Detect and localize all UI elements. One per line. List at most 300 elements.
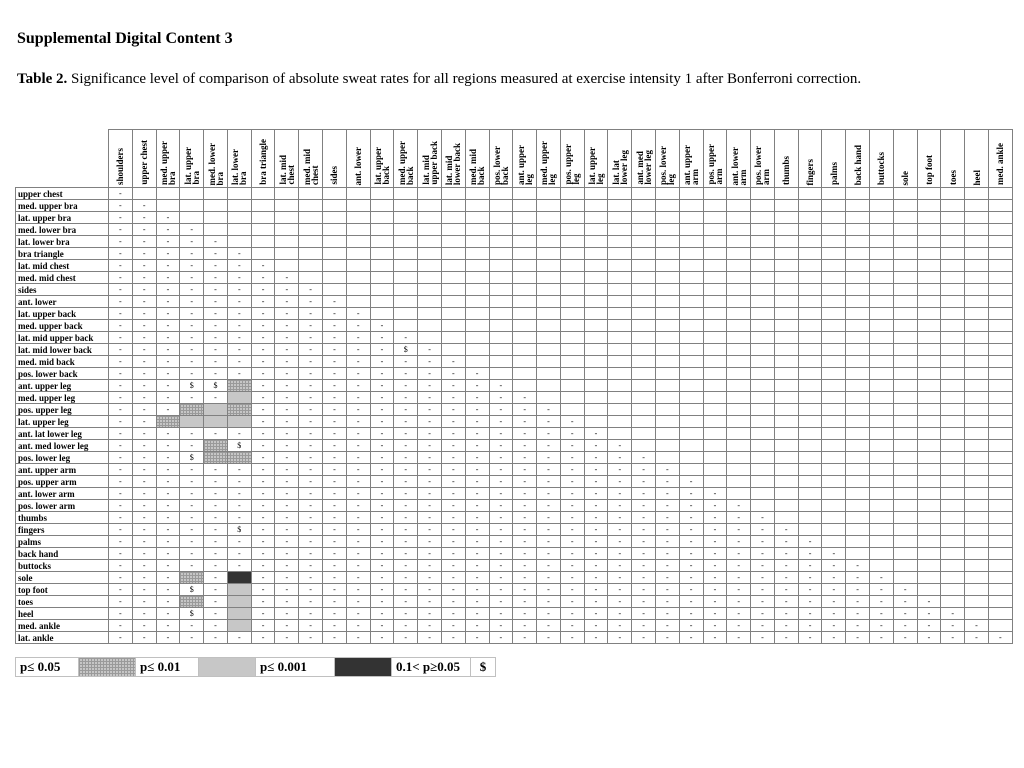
empty-cell — [988, 320, 1012, 332]
empty-cell — [917, 212, 941, 224]
ns-cell: - — [655, 500, 679, 512]
ns-cell: - — [109, 368, 133, 380]
ns-cell: - — [109, 440, 133, 452]
ns-cell: - — [299, 560, 323, 572]
empty-cell — [965, 440, 989, 452]
empty-cell — [394, 320, 418, 332]
ns-cell: - — [941, 632, 965, 644]
ns-cell: - — [560, 428, 584, 440]
ns-cell: - — [180, 344, 204, 356]
ns-cell: - — [180, 224, 204, 236]
ns-cell: - — [204, 320, 228, 332]
empty-cell — [655, 320, 679, 332]
column-header-label: pos. upper leg — [563, 144, 582, 185]
empty-cell — [798, 356, 822, 368]
empty-cell — [917, 524, 941, 536]
row-header: toes — [16, 596, 109, 608]
ns-cell: - — [323, 452, 347, 464]
ns-cell: - — [156, 284, 180, 296]
ns-cell: - — [727, 500, 751, 512]
ns-cell: - — [132, 464, 156, 476]
ns-cell: - — [370, 440, 394, 452]
ns-cell: - — [560, 584, 584, 596]
ns-cell: - — [679, 584, 703, 596]
ns-cell: - — [798, 608, 822, 620]
ns-cell: - — [180, 332, 204, 344]
ns-cell: - — [560, 632, 584, 644]
empty-cell — [537, 284, 561, 296]
ns-cell: - — [774, 596, 798, 608]
table-caption — [17, 71, 1017, 88]
empty-cell — [560, 188, 584, 200]
row-header: pos. lower arm — [16, 500, 109, 512]
column-header-label: toes — [947, 170, 958, 185]
empty-cell — [346, 188, 370, 200]
row-header: lat. upper leg — [16, 416, 109, 428]
ns-cell: - — [537, 548, 561, 560]
row-header: heel — [16, 608, 109, 620]
empty-cell — [418, 248, 442, 260]
ns-cell: - — [109, 392, 133, 404]
empty-cell — [323, 200, 347, 212]
ns-cell: - — [275, 512, 299, 524]
legend-p001-label: p≤ 0.01 — [136, 658, 199, 677]
empty-cell — [394, 200, 418, 212]
ns-cell: - — [156, 440, 180, 452]
ns-cell: - — [584, 476, 608, 488]
empty-cell — [988, 356, 1012, 368]
ns-cell: - — [132, 332, 156, 344]
ns-cell: - — [323, 368, 347, 380]
empty-cell — [798, 320, 822, 332]
ns-cell: - — [465, 428, 489, 440]
ns-cell: - — [299, 596, 323, 608]
ns-cell: - — [156, 620, 180, 632]
ns-cell: - — [751, 512, 775, 524]
empty-cell — [727, 416, 751, 428]
empty-cell — [917, 380, 941, 392]
ns-cell: - — [346, 380, 370, 392]
ns-cell: - — [204, 284, 228, 296]
ns-cell: - — [679, 500, 703, 512]
empty-cell — [323, 260, 347, 272]
row-header: top foot — [16, 584, 109, 596]
empty-cell — [299, 200, 323, 212]
ns-cell: - — [394, 332, 418, 344]
ns-cell: - — [346, 308, 370, 320]
ns-cell: - — [251, 332, 275, 344]
ns-cell: - — [965, 620, 989, 632]
ns-cell: - — [655, 572, 679, 584]
empty-cell — [941, 476, 965, 488]
ns-cell: - — [751, 572, 775, 584]
ns-cell: - — [560, 572, 584, 584]
ns-cell: - — [513, 536, 537, 548]
ns-cell: - — [441, 428, 465, 440]
ns-cell: - — [394, 500, 418, 512]
empty-cell — [751, 284, 775, 296]
ns-cell: - — [798, 572, 822, 584]
empty-cell — [346, 248, 370, 260]
empty-cell — [703, 272, 727, 284]
ns-cell: - — [251, 584, 275, 596]
ns-cell: - — [299, 440, 323, 452]
empty-cell — [584, 356, 608, 368]
empty-cell — [846, 416, 870, 428]
ns-cell: - — [227, 344, 251, 356]
empty-cell — [632, 344, 656, 356]
empty-cell — [418, 320, 442, 332]
ns-cell: - — [418, 500, 442, 512]
ns-cell: - — [441, 548, 465, 560]
ns-cell: - — [370, 584, 394, 596]
ns-cell: - — [727, 560, 751, 572]
empty-cell — [204, 188, 228, 200]
ns-cell: - — [465, 548, 489, 560]
empty-cell — [965, 380, 989, 392]
column-header-label: pos. lower back — [491, 146, 510, 185]
empty-cell — [917, 560, 941, 572]
empty-cell — [370, 296, 394, 308]
empty-cell — [227, 188, 251, 200]
table-row — [16, 500, 1013, 512]
empty-cell — [537, 296, 561, 308]
ns-cell: - — [893, 596, 917, 608]
ns-cell: - — [132, 500, 156, 512]
ns-cell: - — [798, 584, 822, 596]
ns-cell: - — [370, 608, 394, 620]
row-header: lat. upper bra — [16, 212, 109, 224]
ns-cell: - — [703, 632, 727, 644]
ns-cell: - — [156, 548, 180, 560]
empty-cell — [584, 260, 608, 272]
ns-cell: - — [370, 332, 394, 344]
ns-cell: - — [513, 512, 537, 524]
empty-cell — [917, 440, 941, 452]
ns-cell: - — [418, 512, 442, 524]
column-header — [537, 130, 561, 188]
ns-cell: - — [156, 356, 180, 368]
ns-cell: - — [679, 524, 703, 536]
empty-cell — [537, 320, 561, 332]
empty-cell — [988, 296, 1012, 308]
column-header-label: ant. upper leg — [515, 144, 534, 185]
ns-cell: - — [941, 608, 965, 620]
ns-cell: - — [109, 200, 133, 212]
ns-cell: - — [180, 524, 204, 536]
empty-cell — [846, 464, 870, 476]
empty-cell — [560, 224, 584, 236]
empty-cell — [965, 524, 989, 536]
ns-cell: - — [275, 344, 299, 356]
column-header — [513, 130, 537, 188]
empty-cell — [965, 536, 989, 548]
empty-cell — [632, 236, 656, 248]
empty-cell — [774, 212, 798, 224]
ns-cell: - — [299, 548, 323, 560]
empty-cell — [537, 188, 561, 200]
column-header — [275, 130, 299, 188]
ns-cell: - — [703, 620, 727, 632]
ns-cell: - — [465, 632, 489, 644]
empty-cell — [822, 476, 846, 488]
significant-cell — [156, 416, 180, 428]
empty-cell — [513, 320, 537, 332]
empty-cell — [560, 260, 584, 272]
document-heading: Supplemental Digital Content 3 — [17, 30, 233, 47]
ns-cell: - — [109, 320, 133, 332]
row-header: bra triangle — [16, 248, 109, 260]
empty-cell — [703, 416, 727, 428]
empty-cell — [227, 212, 251, 224]
empty-cell — [608, 332, 632, 344]
ns-cell: - — [632, 488, 656, 500]
ns-cell: - — [751, 596, 775, 608]
empty-cell — [679, 440, 703, 452]
ns-cell: - — [251, 308, 275, 320]
empty-cell — [513, 296, 537, 308]
row-header: sole — [16, 572, 109, 584]
empty-cell — [822, 488, 846, 500]
ns-cell: - — [632, 536, 656, 548]
ns-cell: - — [703, 596, 727, 608]
empty-cell — [418, 332, 442, 344]
empty-cell — [703, 392, 727, 404]
table-row — [16, 464, 1013, 476]
empty-cell — [965, 188, 989, 200]
ns-cell: - — [703, 584, 727, 596]
empty-cell — [679, 368, 703, 380]
legend-p0001-label: p≤ 0.001 — [256, 658, 335, 677]
ns-cell: - — [513, 500, 537, 512]
ns-cell: - — [204, 524, 228, 536]
ns-cell: - — [156, 224, 180, 236]
ns-cell: - — [251, 512, 275, 524]
empty-cell — [632, 212, 656, 224]
empty-cell — [965, 416, 989, 428]
ns-cell: - — [774, 560, 798, 572]
empty-cell — [513, 380, 537, 392]
empty-cell — [870, 440, 894, 452]
ns-cell: - — [608, 548, 632, 560]
ns-cell: - — [751, 548, 775, 560]
column-header — [703, 130, 727, 188]
empty-cell — [988, 284, 1012, 296]
ns-cell: - — [774, 572, 798, 584]
empty-cell — [870, 500, 894, 512]
empty-cell — [608, 272, 632, 284]
ns-cell: - — [537, 464, 561, 476]
empty-cell — [893, 428, 917, 440]
empty-cell — [204, 212, 228, 224]
empty-cell — [798, 512, 822, 524]
column-header — [822, 130, 846, 188]
ns-cell: - — [204, 632, 228, 644]
ns-cell: - — [251, 392, 275, 404]
empty-cell — [751, 212, 775, 224]
ns-cell: - — [299, 524, 323, 536]
ns-cell: - — [109, 284, 133, 296]
ns-cell: - — [418, 536, 442, 548]
ns-cell: - — [418, 404, 442, 416]
ns-cell: - — [798, 620, 822, 632]
empty-cell — [751, 464, 775, 476]
empty-cell — [323, 236, 347, 248]
ns-cell: - — [132, 416, 156, 428]
empty-cell — [584, 200, 608, 212]
ns-cell: - — [346, 500, 370, 512]
ns-cell: - — [489, 476, 513, 488]
ns-cell: - — [132, 596, 156, 608]
empty-cell — [441, 188, 465, 200]
ns-cell: - — [109, 512, 133, 524]
ns-cell: - — [204, 512, 228, 524]
ns-cell: - — [441, 452, 465, 464]
empty-cell — [941, 404, 965, 416]
empty-cell — [727, 260, 751, 272]
ns-cell: - — [251, 428, 275, 440]
ns-cell: - — [822, 608, 846, 620]
column-header-label: pos. upper arm — [705, 144, 724, 185]
ns-cell: - — [299, 488, 323, 500]
ns-cell: - — [394, 572, 418, 584]
empty-cell — [394, 248, 418, 260]
empty-cell — [251, 212, 275, 224]
ns-cell: - — [537, 512, 561, 524]
ns-cell: - — [275, 272, 299, 284]
row-header: med. mid chest — [16, 272, 109, 284]
ns-cell: - — [275, 524, 299, 536]
empty-cell — [441, 260, 465, 272]
ns-cell: - — [204, 332, 228, 344]
empty-cell — [584, 332, 608, 344]
ns-cell: - — [394, 440, 418, 452]
empty-cell — [537, 212, 561, 224]
empty-cell — [751, 440, 775, 452]
empty-cell — [608, 212, 632, 224]
empty-cell — [941, 224, 965, 236]
table-row — [16, 524, 1013, 536]
empty-cell — [632, 272, 656, 284]
ns-cell: - — [489, 560, 513, 572]
empty-cell — [679, 464, 703, 476]
ns-cell: - — [156, 248, 180, 260]
ns-cell: - — [299, 296, 323, 308]
empty-cell — [632, 332, 656, 344]
empty-cell — [584, 344, 608, 356]
empty-cell — [822, 440, 846, 452]
ns-cell: - — [560, 452, 584, 464]
significant-cell — [204, 404, 228, 416]
column-header-label: lat. mid upper back — [420, 141, 439, 185]
ns-cell: - — [870, 608, 894, 620]
empty-cell — [846, 296, 870, 308]
ns-cell: - — [275, 368, 299, 380]
ns-cell: - — [156, 368, 180, 380]
empty-cell — [489, 284, 513, 296]
ns-cell: - — [489, 572, 513, 584]
empty-cell — [870, 212, 894, 224]
significant-cell — [227, 596, 251, 608]
ns-cell: - — [489, 536, 513, 548]
ns-cell: - — [251, 452, 275, 464]
ns-cell: - — [132, 380, 156, 392]
ns-cell: - — [679, 488, 703, 500]
empty-cell — [204, 200, 228, 212]
ns-cell: - — [204, 572, 228, 584]
empty-cell — [560, 392, 584, 404]
ns-cell: - — [655, 476, 679, 488]
significance-matrix — [15, 129, 1013, 644]
empty-cell — [751, 404, 775, 416]
empty-cell — [632, 320, 656, 332]
ns-cell: - — [679, 596, 703, 608]
ns-cell: - — [132, 224, 156, 236]
column-header — [917, 130, 941, 188]
column-header — [441, 130, 465, 188]
empty-cell — [679, 380, 703, 392]
empty-cell — [679, 452, 703, 464]
ns-cell: - — [418, 356, 442, 368]
ns-cell: - — [275, 284, 299, 296]
ns-cell: - — [346, 548, 370, 560]
ns-cell: - — [299, 584, 323, 596]
ns-cell: - — [870, 596, 894, 608]
empty-cell — [774, 356, 798, 368]
ns-cell: - — [299, 344, 323, 356]
empty-cell — [917, 428, 941, 440]
ns-cell: - — [727, 524, 751, 536]
empty-cell — [870, 224, 894, 236]
ns-cell: - — [608, 524, 632, 536]
ns-cell: - — [180, 236, 204, 248]
empty-cell — [774, 464, 798, 476]
ns-cell: - — [632, 464, 656, 476]
trend-cell: $ — [227, 440, 251, 452]
column-header-label: ant. lower — [353, 146, 364, 185]
ns-cell: - — [323, 620, 347, 632]
ns-cell: - — [251, 608, 275, 620]
empty-cell — [632, 224, 656, 236]
empty-cell — [679, 224, 703, 236]
table-row — [16, 356, 1013, 368]
ns-cell: - — [655, 464, 679, 476]
ns-cell: - — [299, 512, 323, 524]
ns-cell: - — [727, 536, 751, 548]
empty-cell — [774, 452, 798, 464]
ns-cell: - — [156, 524, 180, 536]
legend-p0001-swatch — [335, 658, 392, 677]
ns-cell: - — [489, 404, 513, 416]
table-row — [16, 620, 1013, 632]
empty-cell — [941, 500, 965, 512]
row-header: ant. upper leg — [16, 380, 109, 392]
empty-cell — [751, 200, 775, 212]
empty-cell — [988, 428, 1012, 440]
empty-cell — [822, 404, 846, 416]
empty-cell — [941, 392, 965, 404]
empty-cell — [465, 272, 489, 284]
column-header — [418, 130, 442, 188]
ns-cell: - — [299, 320, 323, 332]
ns-cell: - — [251, 344, 275, 356]
empty-cell — [655, 236, 679, 248]
ns-cell: - — [156, 320, 180, 332]
row-header: pos. upper arm — [16, 476, 109, 488]
empty-cell — [703, 200, 727, 212]
ns-cell: - — [465, 404, 489, 416]
ns-cell: - — [227, 428, 251, 440]
